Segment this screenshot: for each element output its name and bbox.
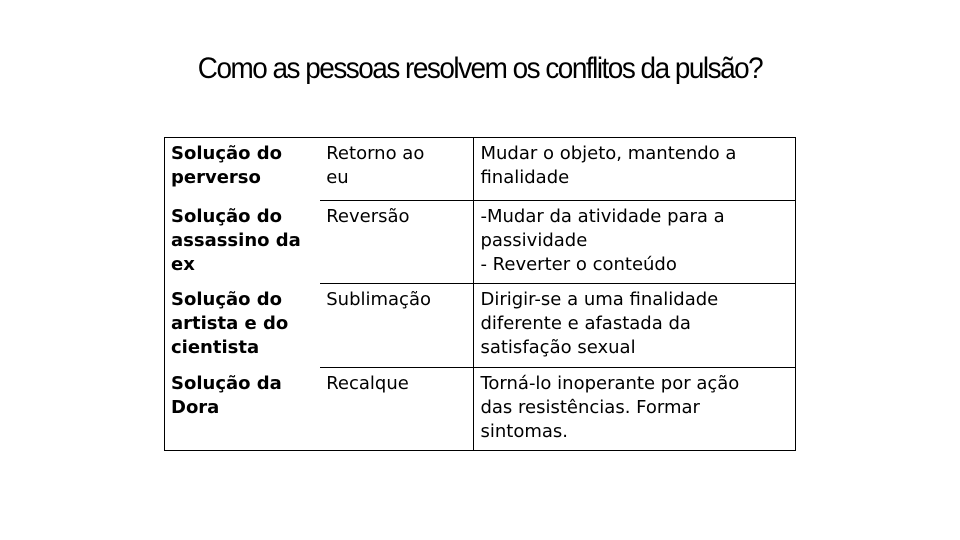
solution-text: Solução do xyxy=(171,205,283,227)
table-row xyxy=(165,284,796,368)
description-text: Dirigir-se a uma finalidade xyxy=(480,289,719,310)
description-text: diferente e afastada da xyxy=(480,313,691,334)
description-text: Torná-lo inoperante por ação xyxy=(480,373,740,394)
solution-text: Dora xyxy=(171,396,220,418)
description-cell xyxy=(474,201,796,284)
solution-text: artista e do xyxy=(171,312,289,334)
mechanism-cell xyxy=(320,138,474,201)
solution-text: Solução do xyxy=(171,143,283,164)
mechanism-cell xyxy=(320,201,474,284)
solution-text: cientista xyxy=(171,336,260,358)
mechanism-text: eu xyxy=(326,167,349,188)
solution-cell xyxy=(165,138,321,201)
description-cell xyxy=(474,138,796,201)
mechanism-text: Retorno ao xyxy=(326,143,425,164)
solution-text: Solução da xyxy=(171,372,282,394)
mechanism-text: Reversão xyxy=(326,206,410,227)
mechanism-cell xyxy=(320,368,474,451)
mechanism-cell xyxy=(320,284,474,368)
description-text: -Mudar da atividade para a xyxy=(480,206,725,227)
solution-text: Solução do xyxy=(171,288,283,310)
table-row xyxy=(165,138,796,201)
solution-cell xyxy=(165,284,321,368)
solution-text: assassino da xyxy=(171,229,301,251)
description-text: finalidade xyxy=(480,167,570,188)
description-text: sintomas. xyxy=(480,421,568,442)
solution-text: perverso xyxy=(171,167,261,188)
mechanism-text: Recalque xyxy=(326,373,409,394)
solutions-table xyxy=(164,137,796,451)
description-text: passividade xyxy=(480,230,588,251)
solution-cell xyxy=(165,201,321,284)
description-text: das resistências. Formar xyxy=(480,397,700,418)
description-text: satisfação sexual xyxy=(480,337,636,358)
description-cell xyxy=(474,284,796,368)
table-row xyxy=(165,201,796,284)
mechanism-text: Sublimação xyxy=(326,289,431,310)
description-cell xyxy=(474,368,796,451)
description-text: - Reverter o conteúdo xyxy=(480,254,677,275)
description-text: Mudar o objeto, mantendo a xyxy=(480,143,737,164)
solution-cell xyxy=(165,368,321,451)
solution-text: ex xyxy=(171,253,195,275)
slide-title: Como as pessoas resolvem os conflitos da pulsão? xyxy=(197,52,763,85)
table-row xyxy=(165,368,796,451)
